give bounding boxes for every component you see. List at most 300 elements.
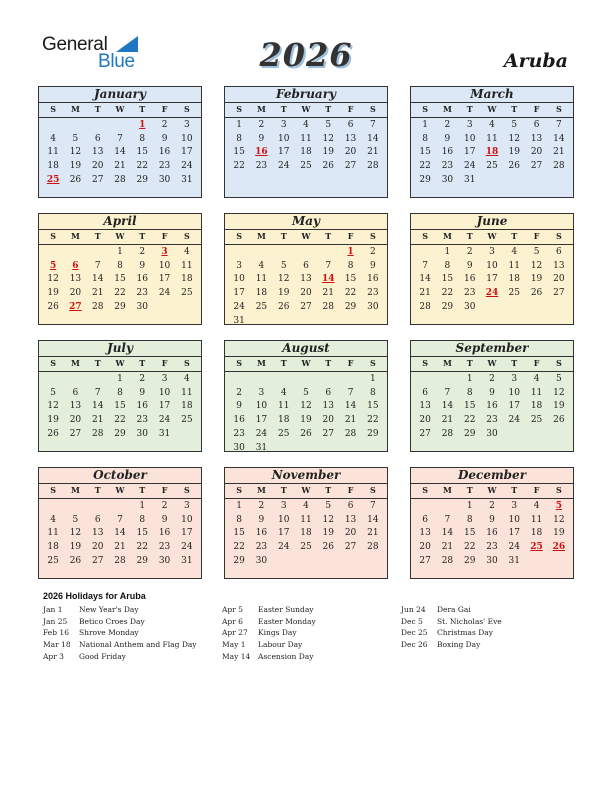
holiday-entry xyxy=(401,605,502,617)
logo-text-blue: Blue xyxy=(98,51,135,72)
day-cell: 12 xyxy=(508,133,520,144)
day-cell: 29 xyxy=(344,301,357,312)
day-cell: 23 xyxy=(486,542,498,553)
day-cell: 11 xyxy=(486,133,498,144)
day-cell: 26 xyxy=(69,555,82,566)
day-cell: 14 xyxy=(441,401,454,412)
day-cell: 12 xyxy=(69,528,82,539)
day-cell: 23 xyxy=(367,288,379,299)
day-cell: 2 xyxy=(444,119,451,130)
day-cell: 28 xyxy=(419,301,431,312)
empty-day-cell xyxy=(414,373,436,387)
day-cell: 30 xyxy=(233,442,245,453)
day-cell: 15 xyxy=(233,147,245,158)
holiday-entry xyxy=(401,617,502,629)
weekday-label: S xyxy=(183,358,190,368)
weekday-label: T xyxy=(280,104,287,114)
month-name: April xyxy=(39,214,201,230)
day-cell: 29 xyxy=(441,301,454,312)
day-cell: 4 xyxy=(489,119,495,130)
day-cell: 29 xyxy=(463,555,476,566)
weekday-label: T xyxy=(280,485,287,495)
day-cell: 10 xyxy=(508,387,520,398)
day-cell: 24 xyxy=(181,542,193,553)
holiday-name: National Anthem and Flag Day xyxy=(79,640,197,650)
day-cell: 17 xyxy=(181,147,193,158)
day-cell: 3 xyxy=(161,373,168,384)
day-cell: 15 xyxy=(136,528,148,539)
weekday-label: T xyxy=(94,104,101,114)
weekday-label: T xyxy=(325,358,332,368)
day-cell: 16 xyxy=(486,528,498,539)
day-cell: 14 xyxy=(114,528,126,539)
day-cell: 19 xyxy=(69,542,82,553)
empty-day-cell xyxy=(42,246,64,260)
day-cell: 6 xyxy=(347,500,354,511)
day-cell: 15 xyxy=(344,274,357,285)
day-cell: 15 xyxy=(136,147,148,158)
weekday-label: T xyxy=(511,231,518,241)
day-cell: 31 xyxy=(463,174,476,185)
month-name: June xyxy=(411,214,573,230)
day-cell: 26 xyxy=(553,415,565,426)
holidays-title: 2026 Holidays for Aruba xyxy=(43,591,146,601)
day-cell: 24 xyxy=(508,542,520,553)
country-title: Aruba xyxy=(503,50,568,72)
day-cell: 26 xyxy=(322,542,334,553)
day-cell: 7 xyxy=(347,387,354,398)
month-june xyxy=(410,213,574,325)
day-cell: 7 xyxy=(422,260,428,271)
day-cell: 29 xyxy=(233,555,245,566)
day-cell: 17 xyxy=(486,274,498,285)
day-cell: 1 xyxy=(369,373,376,384)
day-cell: 10 xyxy=(158,387,171,398)
day-cell: 17 xyxy=(277,528,290,539)
weekday-label: T xyxy=(511,485,518,495)
weekday-label: W xyxy=(487,358,497,368)
day-cell: 4 xyxy=(50,514,56,525)
day-cell: 5 xyxy=(50,387,56,398)
day-cell: 28 xyxy=(344,428,357,439)
day-cell: 28 xyxy=(553,161,565,172)
day-cell: 17 xyxy=(181,528,193,539)
weekday-label: F xyxy=(161,104,168,114)
day-cell: 31 xyxy=(233,315,245,326)
day-cell: 17 xyxy=(508,401,520,412)
day-cell: 21 xyxy=(91,415,104,426)
day-cell: 29 xyxy=(136,555,148,566)
day-cell: 30 xyxy=(158,174,171,185)
day-cell: 6 xyxy=(94,514,101,525)
day-cell: 20 xyxy=(344,147,357,158)
month-name: August xyxy=(225,341,387,357)
day-cell: 20 xyxy=(91,161,104,172)
empty-day-cell xyxy=(273,246,295,260)
day-cell: 11 xyxy=(255,274,268,285)
day-cell: 6 xyxy=(533,119,540,130)
day-cell: 20 xyxy=(553,274,565,285)
day-cell: 26 xyxy=(47,301,59,312)
day-cell: 31 xyxy=(181,555,193,566)
day-cell: 31 xyxy=(158,428,171,439)
day-cell: 15 xyxy=(114,274,126,285)
day-cell: 19 xyxy=(47,288,59,299)
day-cell: 12 xyxy=(322,514,334,525)
month-february xyxy=(224,86,388,198)
day-cell: 6 xyxy=(422,387,428,398)
day-cell: 9 xyxy=(258,133,265,144)
day-cell: 14 xyxy=(344,401,357,412)
day-cell: 4 xyxy=(533,373,540,384)
day-cell: 23 xyxy=(158,542,171,553)
day-cell: 1 xyxy=(444,246,451,257)
weekday-label: W xyxy=(301,231,311,241)
day-cell: 17 xyxy=(158,401,171,412)
day-cell: 6 xyxy=(347,119,354,130)
day-cell: 30 xyxy=(158,555,171,566)
day-cell: 19 xyxy=(322,147,334,158)
holiday-day-cell: 16 xyxy=(255,147,268,158)
day-cell: 1 xyxy=(466,500,473,511)
day-cell: 26 xyxy=(508,161,520,172)
day-cell: 2 xyxy=(161,500,168,511)
day-cell: 30 xyxy=(441,174,454,185)
day-cell: 13 xyxy=(69,274,82,285)
day-cell: 18 xyxy=(530,528,543,539)
day-cell: 24 xyxy=(508,415,520,426)
day-cell: 13 xyxy=(419,528,431,539)
month-october xyxy=(38,467,202,579)
day-cell: 18 xyxy=(300,528,312,539)
day-cell: 3 xyxy=(280,500,287,511)
empty-day-cell xyxy=(87,246,109,260)
day-cell: 25 xyxy=(300,161,312,172)
weekday-label: S xyxy=(369,485,376,495)
empty-day-cell xyxy=(250,246,272,260)
day-cell: 22 xyxy=(344,288,357,299)
day-cell: 19 xyxy=(508,147,520,158)
empty-day-cell xyxy=(42,500,64,514)
day-cell: 8 xyxy=(369,387,376,398)
empty-day-cell xyxy=(228,373,250,387)
weekday-label: M xyxy=(256,358,266,368)
day-cell: 15 xyxy=(441,274,454,285)
day-cell: 18 xyxy=(530,401,543,412)
day-cell: 24 xyxy=(233,301,245,312)
day-cell: 21 xyxy=(114,542,126,553)
month-name: March xyxy=(411,87,573,103)
holiday-name: Betico Croes Day xyxy=(79,616,145,626)
holiday-date: Dec 26 xyxy=(401,640,428,650)
empty-day-cell xyxy=(339,373,361,387)
day-cell: 7 xyxy=(325,260,332,271)
day-cell: 23 xyxy=(255,161,268,172)
holiday-date: May 1 xyxy=(222,640,246,650)
empty-day-cell xyxy=(87,119,109,133)
holiday-name: Christmas Day xyxy=(437,628,493,638)
day-cell: 11 xyxy=(47,147,59,158)
day-cell: 7 xyxy=(369,500,376,511)
day-cell: 21 xyxy=(441,415,454,426)
day-cell: 24 xyxy=(158,288,171,299)
weekday-label: F xyxy=(347,358,354,368)
day-cell: 29 xyxy=(367,428,379,439)
empty-day-cell xyxy=(273,373,295,387)
day-cell: 27 xyxy=(530,161,543,172)
day-cell: 27 xyxy=(300,301,312,312)
holiday-entry xyxy=(401,640,502,652)
day-cell: 13 xyxy=(322,401,334,412)
weekday-label: W xyxy=(301,485,311,495)
day-cell: 28 xyxy=(114,174,126,185)
day-cell: 8 xyxy=(236,133,242,144)
day-cell: 22 xyxy=(233,542,245,553)
holiday-entry xyxy=(222,652,316,664)
holiday-date: Jan 25 xyxy=(43,616,68,626)
day-cell: 20 xyxy=(530,147,543,158)
empty-day-cell xyxy=(295,373,317,387)
holiday-date: Apr 3 xyxy=(43,651,64,661)
weekday-label: W xyxy=(115,485,125,495)
day-cell: 4 xyxy=(511,246,518,257)
holiday-day-cell: 24 xyxy=(485,288,499,299)
holiday-date: Apr 27 xyxy=(222,628,248,638)
day-cell: 14 xyxy=(367,514,379,525)
day-cell: 11 xyxy=(181,387,193,398)
month-name: July xyxy=(39,341,201,357)
holiday-date: Apr 5 xyxy=(222,605,243,614)
day-cell: 3 xyxy=(183,500,190,511)
empty-day-cell xyxy=(436,500,458,514)
empty-day-cell xyxy=(64,500,86,514)
weekday-label: W xyxy=(487,485,497,495)
holiday-day-cell: 6 xyxy=(72,260,79,271)
weekday-label: S xyxy=(50,231,57,241)
weekday-label: F xyxy=(533,104,540,114)
day-cell: 20 xyxy=(300,288,312,299)
day-cell: 18 xyxy=(255,288,268,299)
day-cell: 27 xyxy=(69,428,82,439)
day-cell: 28 xyxy=(367,161,379,172)
empty-day-cell xyxy=(64,119,86,133)
day-cell: 8 xyxy=(117,387,123,398)
day-cell: 20 xyxy=(322,415,334,426)
weekday-label: W xyxy=(115,358,125,368)
weekday-label: T xyxy=(94,358,101,368)
day-cell: 8 xyxy=(139,514,146,525)
weekday-label: F xyxy=(347,485,354,495)
day-cell: 13 xyxy=(69,401,82,412)
day-cell: 6 xyxy=(555,246,562,257)
day-cell: 6 xyxy=(422,514,428,525)
weekday-label: S xyxy=(555,485,562,495)
day-cell: 18 xyxy=(47,161,59,172)
day-cell: 21 xyxy=(441,542,454,553)
day-cell: 27 xyxy=(419,555,431,566)
holiday-column xyxy=(43,605,197,663)
day-cell: 23 xyxy=(158,161,171,172)
day-cell: 5 xyxy=(555,373,562,384)
day-cell: 6 xyxy=(325,387,332,398)
day-cell: 7 xyxy=(369,119,376,130)
day-cell: 26 xyxy=(277,301,290,312)
month-name: November xyxy=(225,468,387,484)
weekday-label: M xyxy=(70,485,80,495)
day-cell: 3 xyxy=(280,119,287,130)
weekday-label: F xyxy=(347,104,354,114)
day-cell: 13 xyxy=(344,514,357,525)
weekday-label: S xyxy=(236,231,243,241)
day-cell: 25 xyxy=(181,415,193,426)
day-cell: 30 xyxy=(367,301,379,312)
holiday-date: Jan 1 xyxy=(43,605,63,614)
day-cell: 3 xyxy=(489,246,495,257)
holiday-day-cell: 1 xyxy=(139,119,146,130)
empty-day-cell xyxy=(109,119,131,133)
day-cell: 15 xyxy=(367,401,379,412)
weekday-label: M xyxy=(442,231,452,241)
empty-day-cell xyxy=(87,373,109,387)
day-cell: 11 xyxy=(300,514,312,525)
holiday-day-cell: 14 xyxy=(322,274,335,285)
day-cell: 8 xyxy=(236,514,242,525)
day-cell: 4 xyxy=(183,246,190,257)
day-cell: 7 xyxy=(555,119,562,130)
day-cell: 4 xyxy=(50,133,56,144)
weekday-label: T xyxy=(139,231,146,241)
day-cell: 19 xyxy=(553,401,565,412)
holiday-column xyxy=(401,605,502,652)
day-cell: 22 xyxy=(463,542,476,553)
empty-day-cell xyxy=(414,246,436,260)
holiday-day-cell: 18 xyxy=(485,147,499,158)
weekday-label: T xyxy=(139,358,146,368)
holiday-day-cell: 5 xyxy=(50,260,57,271)
day-cell: 4 xyxy=(258,260,265,271)
holiday-name: Easter Sunday xyxy=(258,605,314,614)
holiday-day-cell: 26 xyxy=(552,542,566,553)
day-cell: 25 xyxy=(255,301,268,312)
day-cell: 15 xyxy=(233,528,245,539)
day-cell: 13 xyxy=(344,133,357,144)
weekday-label: S xyxy=(50,485,57,495)
day-cell: 10 xyxy=(158,260,171,271)
month-september xyxy=(410,340,574,452)
day-cell: 23 xyxy=(136,415,148,426)
day-cell: 23 xyxy=(136,288,148,299)
weekday-label: F xyxy=(347,231,354,241)
holiday-name: Boxing Day xyxy=(437,640,481,650)
day-cell: 23 xyxy=(486,415,498,426)
weekday-label: W xyxy=(115,231,125,241)
weekday-label: S xyxy=(422,485,429,495)
day-cell: 1 xyxy=(117,373,123,384)
weekday-label: M xyxy=(442,358,452,368)
empty-day-cell xyxy=(87,500,109,514)
day-cell: 22 xyxy=(136,161,148,172)
day-cell: 6 xyxy=(94,133,101,144)
day-cell: 5 xyxy=(72,514,79,525)
holiday-date: Feb 16 xyxy=(43,628,69,638)
weekday-label: F xyxy=(533,231,540,241)
day-cell: 10 xyxy=(181,133,193,144)
day-cell: 11 xyxy=(530,387,543,398)
day-cell: 22 xyxy=(367,415,379,426)
day-cell: 11 xyxy=(530,514,543,525)
day-cell: 20 xyxy=(419,415,431,426)
day-cell: 9 xyxy=(369,260,376,271)
day-cell: 27 xyxy=(91,174,104,185)
day-cell: 10 xyxy=(463,133,476,144)
day-cell: 4 xyxy=(533,500,540,511)
weekday-label: T xyxy=(511,104,518,114)
day-cell: 20 xyxy=(69,288,82,299)
day-cell: 25 xyxy=(47,555,59,566)
day-cell: 10 xyxy=(277,514,290,525)
day-cell: 20 xyxy=(91,542,104,553)
day-cell: 31 xyxy=(508,555,520,566)
month-august xyxy=(224,340,388,452)
day-cell: 7 xyxy=(117,133,123,144)
day-cell: 1 xyxy=(117,246,123,257)
weekday-label: W xyxy=(301,104,311,114)
day-cell: 2 xyxy=(489,373,495,384)
day-cell: 17 xyxy=(277,147,290,158)
month-name: May xyxy=(225,214,387,230)
weekday-label: T xyxy=(280,231,287,241)
day-cell: 17 xyxy=(233,288,245,299)
day-cell: 14 xyxy=(91,274,104,285)
weekday-label: W xyxy=(115,104,125,114)
day-cell: 27 xyxy=(344,161,357,172)
day-cell: 21 xyxy=(553,147,565,158)
day-cell: 2 xyxy=(369,246,376,257)
day-cell: 16 xyxy=(136,401,148,412)
day-cell: 26 xyxy=(530,288,543,299)
day-cell: 22 xyxy=(233,161,245,172)
day-cell: 11 xyxy=(47,528,59,539)
day-cell: 28 xyxy=(441,428,454,439)
day-cell: 23 xyxy=(233,428,245,439)
day-cell: 2 xyxy=(466,246,473,257)
day-cell: 16 xyxy=(463,274,476,285)
weekday-label: S xyxy=(422,358,429,368)
day-cell: 21 xyxy=(114,161,126,172)
day-cell: 18 xyxy=(508,274,520,285)
weekday-label: T xyxy=(325,231,332,241)
day-cell: 21 xyxy=(367,528,379,539)
day-cell: 19 xyxy=(277,288,290,299)
day-cell: 9 xyxy=(236,401,242,412)
holiday-day-cell: 1 xyxy=(347,246,354,257)
empty-day-cell xyxy=(42,119,64,133)
day-cell: 17 xyxy=(255,415,268,426)
month-name: January xyxy=(39,87,201,103)
day-cell: 21 xyxy=(91,288,104,299)
month-july xyxy=(38,340,202,452)
empty-day-cell xyxy=(109,500,131,514)
day-cell: 13 xyxy=(530,133,543,144)
holiday-name: Dera Gai xyxy=(437,605,471,614)
day-cell: 16 xyxy=(255,528,268,539)
day-cell: 5 xyxy=(511,119,518,130)
holiday-entry xyxy=(222,640,316,652)
day-cell: 24 xyxy=(277,542,290,553)
day-cell: 18 xyxy=(277,415,290,426)
weekday-label: W xyxy=(487,104,497,114)
holiday-day-cell: 27 xyxy=(69,301,82,312)
